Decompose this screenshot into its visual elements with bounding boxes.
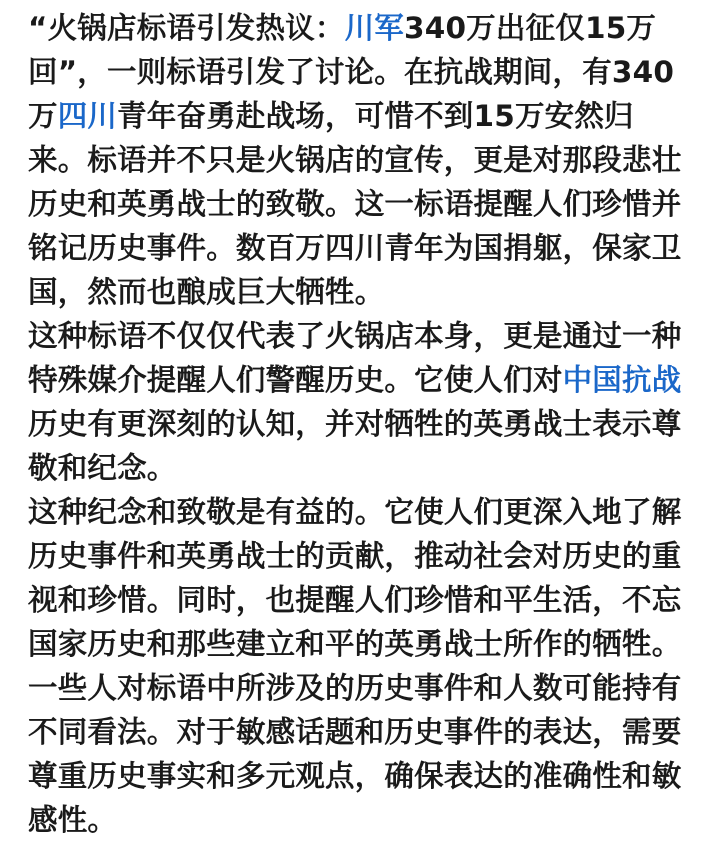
paragraph-2-text-a: 这种标语不仅仅代表了火锅店本身，更是通过一种特殊媒介提醒人们警醒历史。它使人们对 bbox=[28, 319, 682, 397]
link-chuanjun[interactable]: 川军 bbox=[344, 11, 404, 45]
paragraph-2 bbox=[28, 314, 692, 490]
paragraph-1 bbox=[28, 6, 692, 314]
paragraph-3: 这种纪念和致敬是有益的。它使人们更深入地了解历史事件和英勇战士的贡献，推动社会对历史的重视和珍惜。同时，也提醒人们珍惜和平生活，不忘国家历史和那些建立和平的英勇战士所作的牺牲。 bbox=[28, 495, 682, 661]
paragraph-1-text-b: 340万出征仅15万回”，一则标语引发了讨论。在抗战期间，有340万 bbox=[28, 11, 675, 133]
paragraph-1-text-c: 青年奋勇赴战场，可惜不到15万安然归来。标语并不只是火锅店的宣传，更是对那段悲壮历史和英勇战士的致敬。这一标语提醒人们珍惜并铭记历史事件。数百万四川青年为国捐躯，保家卫国，然而也酿成巨大牺牲。 bbox=[28, 99, 682, 309]
paragraph-2-text-b: 历史有更深刻的认知，并对牺牲的英勇战士表示尊敬和纪念。 bbox=[28, 407, 682, 485]
link-sichuan[interactable]: 四川 bbox=[57, 99, 118, 133]
paragraph-4: 一些人对标语中所涉及的历史事件和人数可能持有不同看法。对于敏感话题和历史事件的表达，需要尊重历史事实和多元观点，确保表达的准确性和敏感性。 bbox=[28, 671, 682, 837]
link-zhongguo-kangzhan[interactable]: 中国抗战 bbox=[562, 363, 682, 397]
paragraph-1-text-a: “火锅店标语引发热议： bbox=[28, 11, 345, 45]
